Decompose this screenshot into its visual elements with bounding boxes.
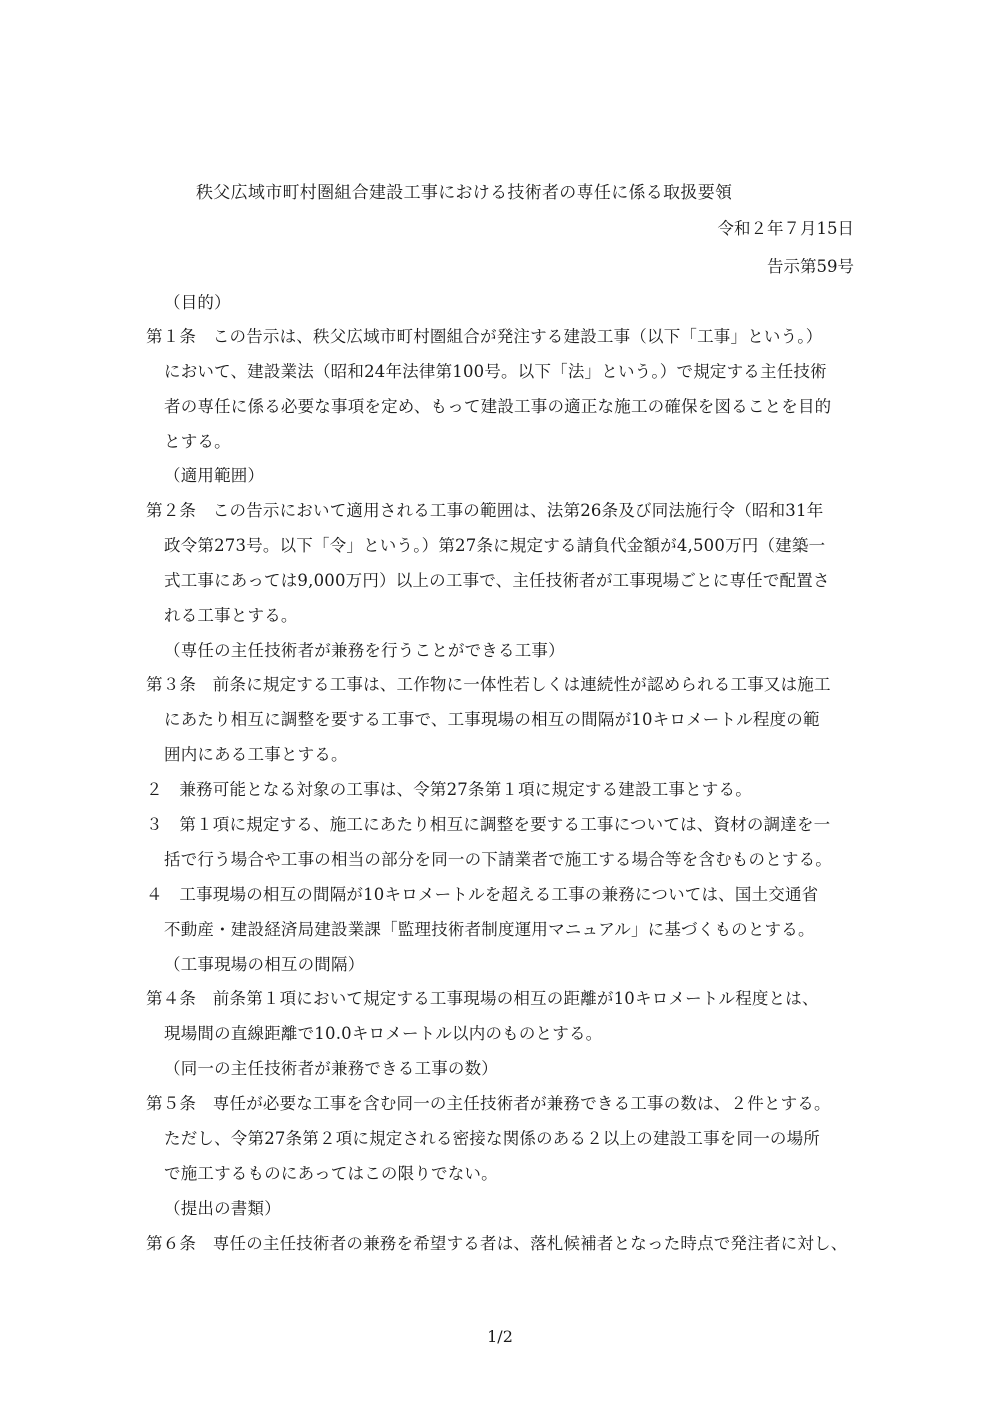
document-date: 令和２年７月15日 — [717, 219, 854, 238]
article-1-line-3: 者の専任に係る必要な事項を定め、もって建設工事の適正な施工の確保を図ることを目的 — [164, 397, 832, 416]
heading-number-of-works: （同一の主任技術者が兼務できる工事の数） — [164, 1059, 498, 1078]
article-5-line-1: 第５条 専任が必要な工事を含む同一の主任技術者が兼務できる工事の数は、２件とする。 — [146, 1094, 831, 1113]
article-3-para-4-line-2: 不動産・建設経済局建設業課「監理技術者制度運用マニュアル」に基づくものとする。 — [164, 920, 815, 939]
article-3-line-3: 囲内にある工事とする。 — [164, 745, 348, 764]
heading-purpose: （目的） — [164, 293, 231, 312]
article-6-line-1: 第６条 専任の主任技術者の兼務を希望する者は、落札候補者となった時点で発注者に対し、 — [146, 1234, 848, 1253]
article-1-line-2: において、建設業法（昭和24年法律第100号。以下「法」という。）で規定する主任技術 — [164, 362, 827, 381]
article-2-line-4: れる工事とする。 — [164, 606, 298, 625]
article-2-line-1: 第２条 この告示において適用される工事の範囲は、法第26条及び同法施行令（昭和31年 — [146, 501, 824, 520]
article-4-line-2: 現場間の直線距離で10.0キロメートル以内のものとする。 — [164, 1024, 603, 1043]
article-1-line-1: 第１条 この告示は、秩父広域市町村圏組合が発注する建設工事（以下「工事」という。） — [146, 327, 823, 346]
article-3-line-2: にあたり相互に調整を要する工事で、工事現場の相互の間隔が10キロメートル程度の範 — [164, 710, 820, 729]
heading-site-distance: （工事現場の相互の間隔） — [164, 955, 365, 974]
page-number: 1/2 — [487, 1327, 513, 1346]
article-2-line-3: 式工事にあっては9,000万円）以上の工事で、主任技術者が工事現場ごとに専任で配置さ — [164, 571, 830, 590]
article-3-para-4-line-1: ４ 工事現場の相互の間隔が10キロメートルを超える工事の兼務については、国土交通省 — [146, 885, 819, 904]
article-4-line-1: 第４条 前条第１項において規定する工事現場の相互の距離が10キロメートル程度とは、 — [146, 989, 819, 1008]
heading-documents: （提出の書類） — [164, 1199, 281, 1218]
heading-concurrent-work: （専任の主任技術者が兼務を行うことができる工事） — [164, 641, 565, 660]
article-5-line-2: ただし、令第27条第２項に規定される密接な関係のある２以上の建設工事を同一の場所 — [164, 1129, 820, 1148]
article-5-line-3: で施工するものにあってはこの限りでない。 — [164, 1164, 498, 1183]
article-2-line-2: 政令第273号。以下「令」という。）第27条に規定する請負代金額が4,500万円（建築一 — [164, 536, 826, 555]
article-3-para-2: ２ 兼務可能となる対象の工事は、令第27条第１項に規定する建設工事とする。 — [146, 780, 752, 799]
article-3-para-3-line-1: ３ 第１項に規定する、施工にあたり相互に調整を要する工事については、資材の調達を一 — [146, 815, 831, 834]
heading-scope: （適用範囲） — [164, 466, 265, 485]
article-3-line-1: 第３条 前条に規定する工事は、工作物に一体性若しくは連続性が認められる工事又は施工 — [146, 675, 831, 694]
document-title: 秩父広域市町村圏組合建設工事における技術者の専任に係る取扱要領 — [196, 183, 733, 203]
article-1-line-4: とする。 — [164, 432, 231, 451]
notice-number: 告示第59号 — [767, 257, 854, 276]
article-3-para-3-line-2: 括で行う場合や工事の相当の部分を同一の下請業者で施工する場合等を含むものとする。 — [164, 850, 832, 869]
